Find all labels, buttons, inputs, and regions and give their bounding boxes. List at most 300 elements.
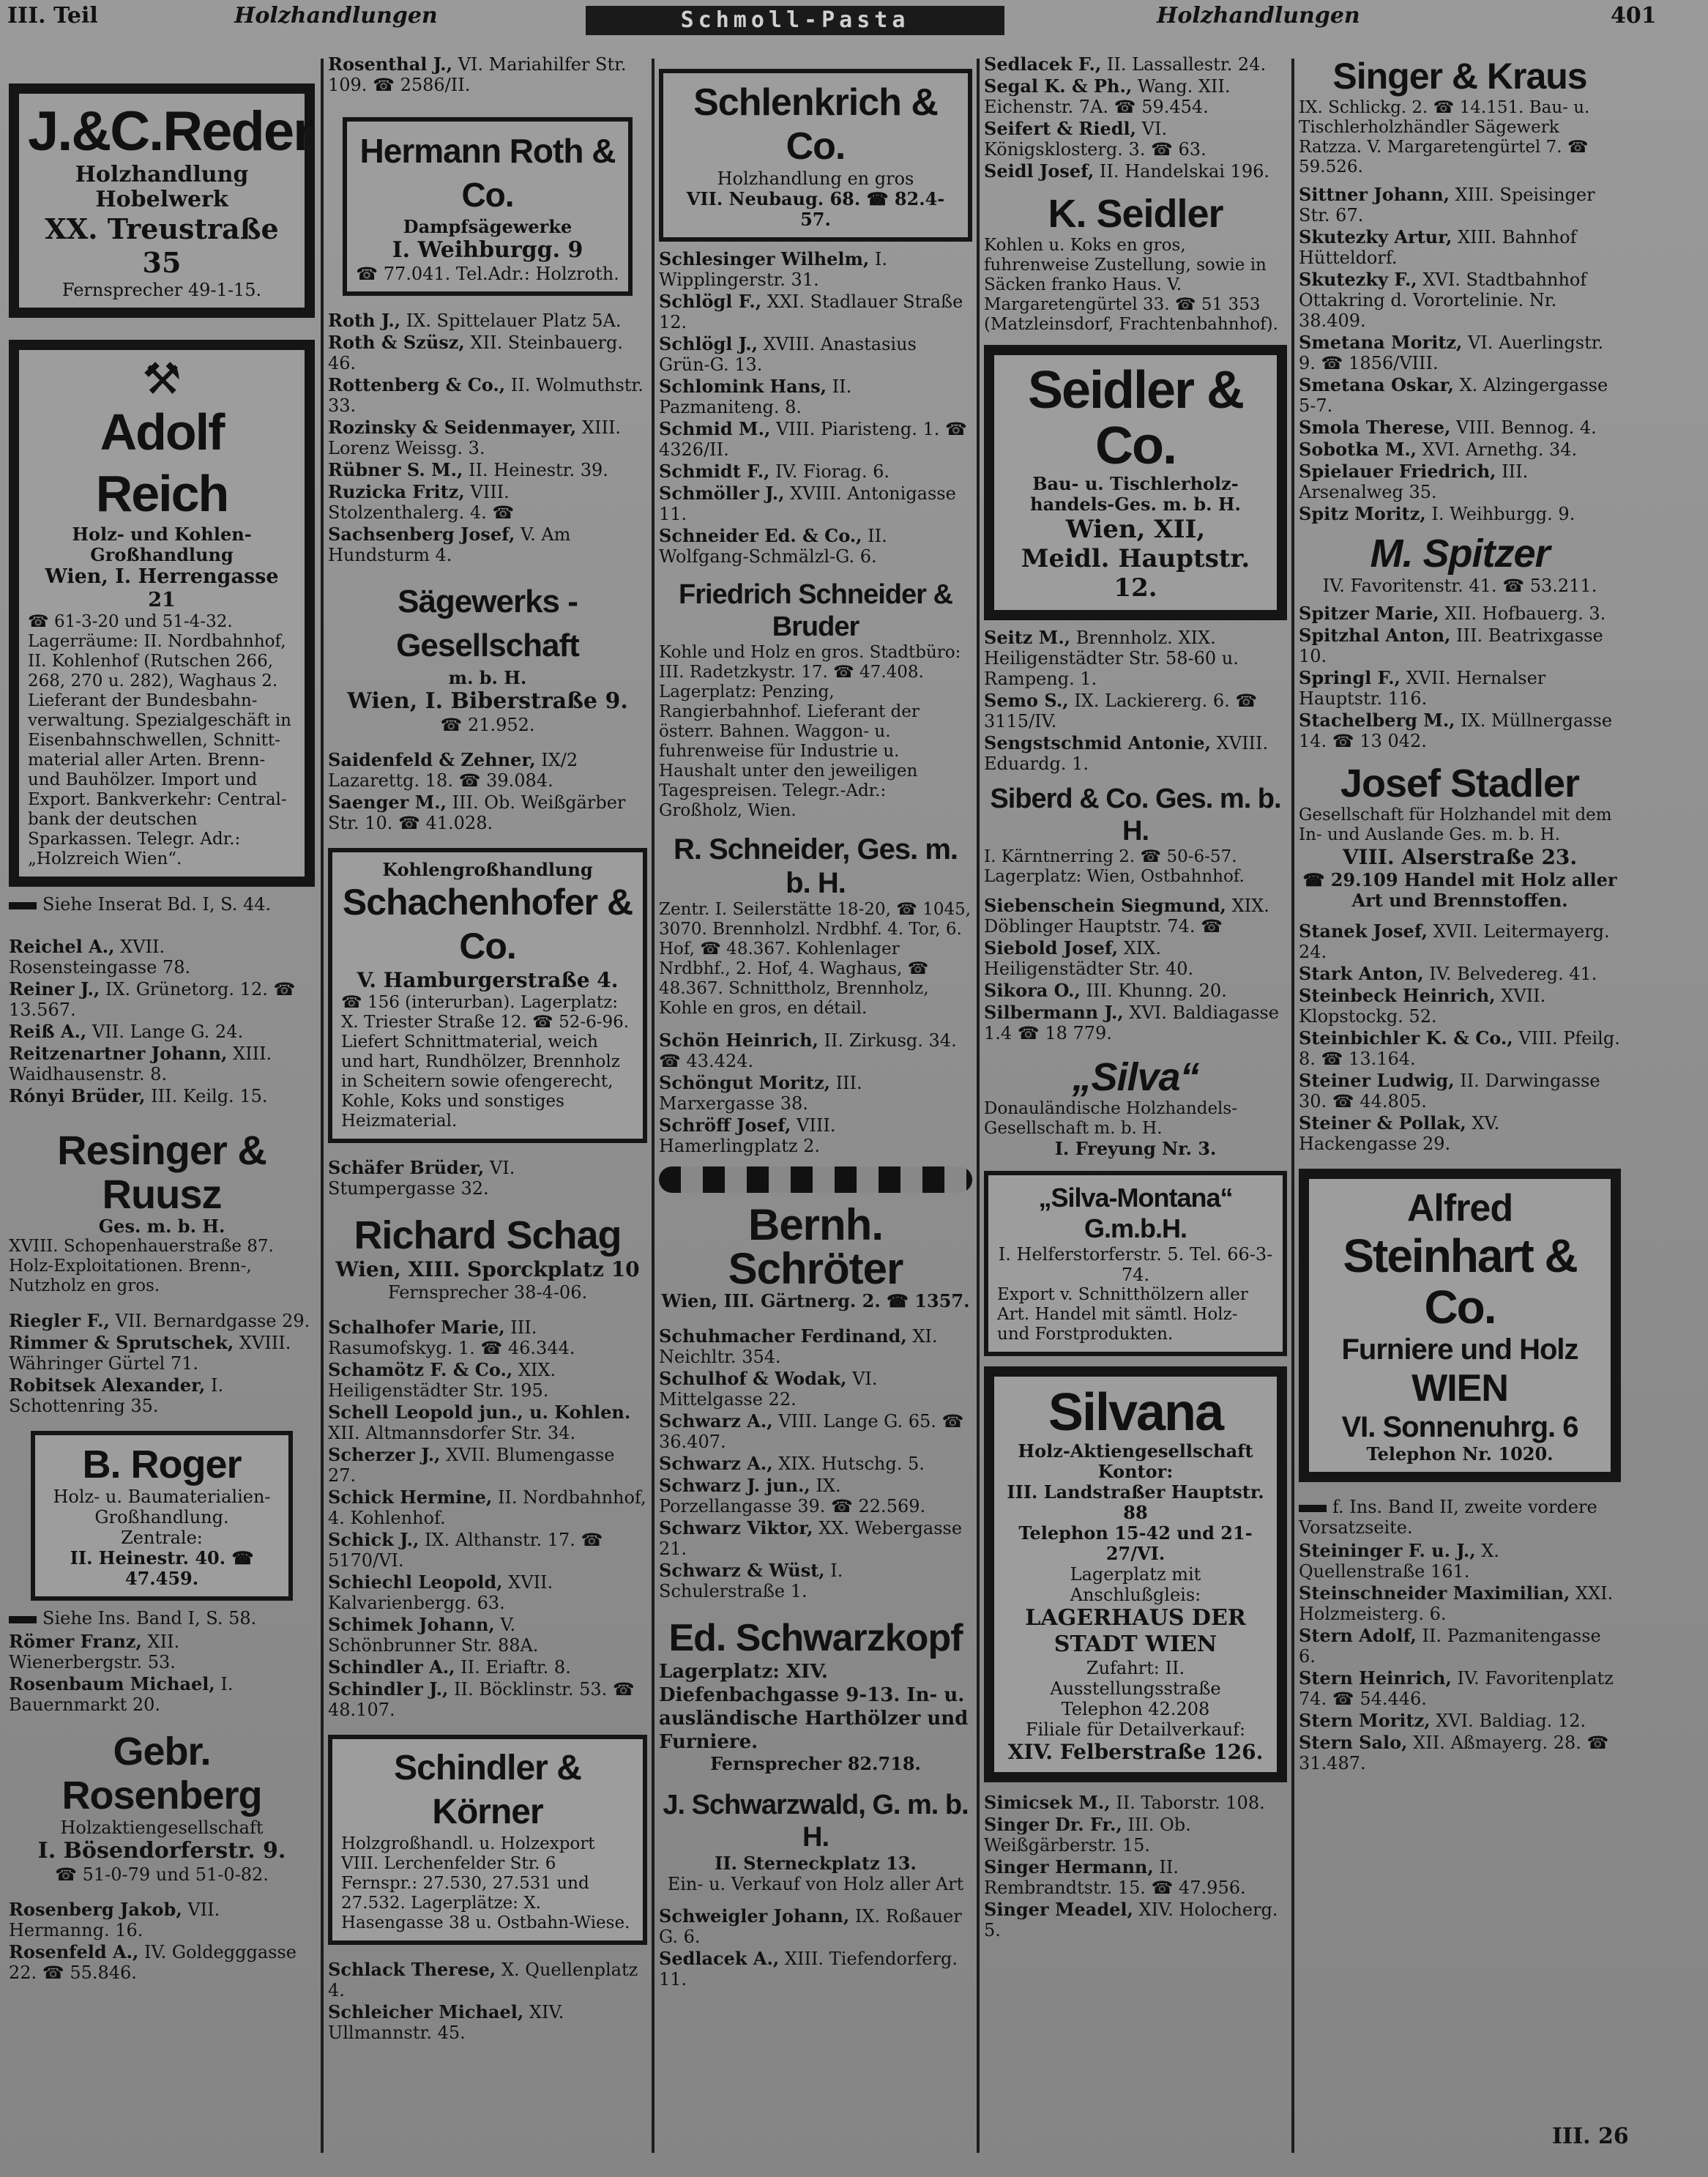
entry-address: I. Schulerstraße 1. bbox=[659, 1560, 843, 1601]
entry-name: Schlögl J., bbox=[659, 333, 758, 354]
entry-address: II. Wolmuthstr. 33. bbox=[328, 375, 644, 416]
column-4 bbox=[984, 54, 1287, 1942]
entry-list bbox=[984, 896, 1287, 1043]
directory-entry bbox=[9, 1899, 315, 1940]
entry-address: IX/2 Lazarettg. 18. ☎ 39.084. bbox=[328, 750, 578, 791]
directory-entry bbox=[659, 1030, 972, 1071]
directory-entry bbox=[1299, 1668, 1621, 1709]
directory-entry bbox=[659, 1411, 972, 1452]
ad-line: Hobelwerk bbox=[95, 187, 228, 212]
ad-text: Zentr. I. Seilerstätte 18-20, ☎ 1045, 3070. Brennholzl. Nrdbhf. 4. Tor, 6. Hof, ☎ 48.367. Kohlenlager Nrdbhf., 2. Hof, 4. Waghaus, ☎ 48.367. Schnittholz, Brennholz, Kohle en gros, en détail. bbox=[659, 900, 972, 1018]
ad-silvana bbox=[984, 1366, 1287, 1782]
entry-name: Schalhofer Marie, bbox=[328, 1317, 505, 1338]
ad-line: Holzhandlung en gros bbox=[717, 168, 914, 189]
ad-line: Holzaktiengesellschaft bbox=[60, 1817, 264, 1838]
directory-entry bbox=[984, 1857, 1287, 1898]
directory-entry bbox=[328, 2002, 647, 2043]
directory-entry bbox=[1299, 461, 1621, 502]
entry-list bbox=[9, 937, 315, 1106]
directory-entry bbox=[659, 249, 972, 290]
ad-line: Filiale für Detailverkauf: bbox=[1025, 1719, 1246, 1740]
entry-name: Rosenbaum Michael, bbox=[9, 1673, 215, 1694]
directory-entry bbox=[659, 419, 972, 460]
ad-text: XVIII. Schopenhauerstraße 87. Holz-Exploitationen. Brenn-, Nutzholz en gros. bbox=[9, 1237, 274, 1295]
entry-address: III. Marxergasse 38. bbox=[659, 1073, 862, 1114]
directory-entry bbox=[328, 1960, 647, 2001]
ad-line: Zentrale: bbox=[121, 1527, 203, 1548]
entry-address: XVI. Baldiag. 12. bbox=[1436, 1711, 1586, 1731]
entry-name: Spitzer Marie, bbox=[1299, 603, 1439, 624]
entry-address: IX. Lackiererg. 6. ☎ 3115/IV. bbox=[984, 691, 1258, 732]
entry-address: I. Weihburgg. 9. bbox=[1431, 504, 1575, 524]
directory-entry bbox=[659, 1115, 972, 1156]
entry-address: IV. Favoritenplatz 74. ☎ 54.446. bbox=[1299, 1668, 1614, 1709]
ad-title: Resinger & Ruusz bbox=[57, 1127, 266, 1217]
entry-address: XIII. Speisinger Str. 67. bbox=[1299, 185, 1595, 226]
entry-name: Steinschneider Maximilian, bbox=[1299, 1582, 1570, 1604]
entry-list bbox=[328, 1960, 647, 2043]
ad-title: Alfred bbox=[1406, 1187, 1513, 1229]
directory-entry bbox=[984, 733, 1287, 774]
directory-entry bbox=[1299, 332, 1621, 373]
ad-phone: Telephon 15-42 und 21-27/VI. bbox=[1018, 1522, 1253, 1564]
directory-entry bbox=[1299, 710, 1621, 751]
entry-name: Schell Leopold jun., u. Kohlen. bbox=[328, 1402, 631, 1423]
ad-city: WIEN bbox=[1411, 1367, 1508, 1410]
directory-entry bbox=[328, 310, 647, 331]
ad-address: XIV. Felberstraße 126. bbox=[1007, 1740, 1264, 1764]
entry-address: IX. Roßauer G. 6. bbox=[659, 1906, 962, 1947]
entry-name: Sedlacek A., bbox=[659, 1948, 780, 1969]
entry-address: I. Schottenring 35. bbox=[9, 1375, 224, 1416]
entry-name: Spitz Moritz, bbox=[1299, 503, 1426, 524]
directory-entry bbox=[328, 524, 647, 565]
entry-name: Rottenberg & Co., bbox=[328, 374, 506, 395]
ad-address: XX. Treustraße 35 bbox=[45, 212, 279, 279]
ad-line: handels-Ges. m. b. H. bbox=[1030, 494, 1241, 515]
entry-name: Schwarz A., bbox=[659, 1453, 773, 1474]
entry-name: Schlack Therese, bbox=[328, 1959, 496, 1980]
ad-address: II. Sterneckplatz 13. bbox=[715, 1853, 917, 1874]
entry-name: Sengstschmid Antonie, bbox=[984, 732, 1212, 753]
ad-stadler bbox=[1299, 762, 1621, 911]
entry-name: Springl F., bbox=[1299, 667, 1401, 688]
directory-entry bbox=[328, 482, 647, 523]
entry-address: XVIII. Währinger Gürtel 71. bbox=[9, 1333, 291, 1374]
entry-name: Schön Heinrich, bbox=[659, 1030, 818, 1051]
entry-list bbox=[328, 750, 647, 833]
entry-address: XIX. Heiligenstädter Str. 195. bbox=[328, 1360, 556, 1401]
entry-name: Saenger M., bbox=[328, 792, 447, 813]
ad-spitzer bbox=[1299, 532, 1621, 596]
ad-text: Kohlen u. Koks en gros, fuhrenweise Zustellung, sowie in Säcken franko Haus. V. Margaretengürtel 33. ☎ 51 353 (Matzleinsdorf, Frachtenbahnhof). bbox=[984, 236, 1278, 334]
entry-address: VIII. Lange G. 65. ☎ 36.407. bbox=[659, 1411, 964, 1452]
entry-name: Silbermann J., bbox=[984, 1002, 1124, 1023]
ad-line: Furniere und Holz bbox=[1341, 1333, 1578, 1366]
ad-title: Josef Stadler bbox=[1340, 762, 1580, 805]
ad-phone: ☎ 77.041. Tel.Adr.: Holzroth. bbox=[356, 264, 619, 284]
entry-address: XVII. Leitermayerg. 24. bbox=[1299, 921, 1610, 962]
entry-list bbox=[984, 1793, 1287, 1940]
ad-line: LAGERHAUS DER bbox=[1025, 1605, 1246, 1631]
entry-address: XVII. Kalvarienbergg. 63. bbox=[328, 1572, 553, 1613]
ad-title: J.&C.Reder bbox=[28, 100, 313, 163]
ad-line: Holz- u. Baumaterialien- bbox=[53, 1486, 271, 1507]
ad-address: Wien, XII, bbox=[1065, 515, 1206, 544]
cross-reference-text: Siehe Inserat Bd. I, S. 44. bbox=[42, 894, 272, 915]
ad-address: I. Bösendorferstr. 9. bbox=[37, 1838, 286, 1864]
ad-address: Wien, XIII. Sporckplatz 10 bbox=[335, 1257, 640, 1281]
entry-name: Schweigler Johann, bbox=[659, 1905, 850, 1927]
ad-kseidler bbox=[984, 192, 1287, 335]
entry-address: XVI. Stadtbahnhof Ottakring d. Vorortelinie. Nr. 38.409. bbox=[1299, 269, 1587, 331]
ad-line: Ein- u. Verkauf von Holz aller Art bbox=[667, 1874, 964, 1894]
ad-title: Schachenhofer & Co. bbox=[342, 882, 633, 967]
ad-address: VII. Neubaug. 68. ☎ 82.4-57. bbox=[686, 188, 945, 230]
ad-line: Lagerplatz mit Anschlußgleis: bbox=[1070, 1564, 1201, 1605]
directory-entry bbox=[659, 291, 972, 332]
entry-address: III. Ob. Weißgärber Str. 10. ☎ 41.028. bbox=[328, 792, 626, 833]
directory-entry bbox=[9, 1043, 315, 1084]
directory-entry bbox=[984, 1899, 1287, 1940]
pointing-hand-icon bbox=[1299, 1505, 1327, 1512]
entry-name: Semo S., bbox=[984, 690, 1069, 711]
ad-schroeter bbox=[659, 1200, 972, 1311]
entry-list bbox=[9, 1631, 315, 1715]
ad-title: Friedrich Schneider & Bruder bbox=[679, 579, 952, 642]
entry-address: XII. Aßmayerg. 28. ☎ 31.487. bbox=[1299, 1733, 1609, 1774]
entry-address: X. Quellenstraße 161. bbox=[1299, 1541, 1499, 1582]
entry-address: VIII. Piaristeng. 1. ☎ 4326/II. bbox=[659, 419, 967, 460]
entry-name: Schleicher Michael, bbox=[328, 2001, 524, 2022]
directory-entry bbox=[659, 1369, 972, 1410]
ad-title: J. Schwarzwald, G. m. b. H. bbox=[663, 1790, 969, 1853]
entry-name: Schamötz F. & Co., bbox=[328, 1359, 513, 1380]
directory-entry bbox=[1299, 269, 1621, 331]
entry-address: I. Bauernmarkt 20. bbox=[9, 1674, 234, 1715]
entry-name: Stern Heinrich, bbox=[1299, 1667, 1452, 1689]
ad-address: III. Landstraßer Hauptstr. 88 bbox=[1007, 1481, 1264, 1523]
entry-address: II. Handelskai 196. bbox=[1099, 161, 1269, 182]
ad-siberd bbox=[984, 783, 1287, 887]
entry-list bbox=[659, 1326, 972, 1601]
entry-name: Roth J., bbox=[328, 310, 401, 331]
entry-name: Rosenthal J., bbox=[328, 53, 452, 75]
directory-entry bbox=[984, 161, 1287, 182]
entry-address: XII. Hofbauerg. 3. bbox=[1444, 603, 1606, 624]
entry-name: Schäfer Brüder, bbox=[328, 1157, 485, 1178]
cross-reference bbox=[9, 894, 315, 915]
ad-title: Siberd & Co. Ges. m. b. H. bbox=[990, 784, 1281, 846]
entry-name: Sobotka M., bbox=[1299, 439, 1417, 460]
ad-title: K. Seidler bbox=[1048, 192, 1223, 236]
ad-title: Ed. Schwarzkopf bbox=[668, 1617, 963, 1659]
ad-address: V. Hamburgerstraße 4. bbox=[357, 968, 619, 992]
entry-name: Sachsenberg Josef, bbox=[328, 524, 515, 545]
entry-address: XVII. Blumengasse 27. bbox=[328, 1445, 615, 1486]
entry-name: Steininger F. u. J., bbox=[1299, 1540, 1476, 1561]
ad-title: „Silva“ bbox=[1072, 1055, 1199, 1099]
entry-name: Singer Hermann, bbox=[984, 1856, 1154, 1878]
entry-address: VI. Mariahilfer Str. 109. ☎ 2586/II. bbox=[328, 54, 627, 95]
entry-address: II. Rembrandtstr. 15. ☎ 47.956. bbox=[984, 1857, 1246, 1898]
entry-name: Reitzenartner Johann, bbox=[9, 1043, 228, 1064]
entry-name: Schwarz J. jun., bbox=[659, 1475, 810, 1496]
ad-line: Großhandlung. bbox=[94, 1507, 229, 1527]
directory-entry bbox=[328, 332, 647, 373]
page-number: 401 bbox=[1611, 3, 1657, 29]
ad-reder bbox=[9, 83, 315, 318]
entry-address: Brennholz. XIX. Heiligenstädter Str. 58-60 u. Rampeng. 1. bbox=[984, 628, 1239, 689]
entry-address: II. Eriaftr. 8. bbox=[460, 1657, 571, 1678]
entry-list bbox=[1299, 185, 1621, 524]
ad-roger bbox=[31, 1431, 293, 1601]
directory-entry bbox=[328, 1530, 647, 1571]
ad-phone: Fernsprecher 82.718. bbox=[710, 1753, 921, 1774]
entry-address: II. Heinestr. 39. bbox=[469, 460, 608, 480]
directory-entry bbox=[984, 54, 1287, 75]
ad-address: VI. Sonnenuhrg. 6 bbox=[1341, 1411, 1578, 1443]
entry-address: II. Pazmaniteng. 8. bbox=[659, 376, 852, 417]
directory-entry bbox=[984, 1815, 1287, 1856]
directory-entry bbox=[659, 334, 972, 375]
ad-rschneider bbox=[659, 833, 972, 1019]
directory-entry bbox=[1299, 964, 1621, 984]
entry-address: III. Ob. Weißgärberstr. 15. bbox=[984, 1815, 1191, 1856]
pointing-hand-icon bbox=[9, 1616, 37, 1623]
entry-name: Skutezky Artur, bbox=[1299, 226, 1452, 248]
entry-address: Wang. XII. Eichenstr. 7A. ☎ 59.454. bbox=[984, 76, 1231, 117]
directory-entry bbox=[1299, 1733, 1621, 1774]
entry-name: Schindler J., bbox=[328, 1678, 449, 1700]
entry-name: Schlögl F., bbox=[659, 291, 762, 312]
directory-entry bbox=[328, 1615, 647, 1656]
directory-entry bbox=[328, 1572, 647, 1613]
ad-schachenhofer bbox=[328, 848, 647, 1143]
entry-address: II. Pazmanitengasse 6. bbox=[1299, 1626, 1601, 1667]
ad-title: Richard Schag bbox=[354, 1213, 622, 1257]
entry-name: Rosenfeld A., bbox=[9, 1941, 139, 1962]
entry-address: IX. Spittelauer Platz 5A. bbox=[406, 310, 622, 331]
entry-address: VIII. Pfeilg. 8. ☎ 13.164. bbox=[1299, 1028, 1620, 1069]
column-1 bbox=[9, 54, 315, 1984]
column-rule bbox=[977, 59, 980, 2153]
directory-entry bbox=[1299, 625, 1621, 666]
column-rule bbox=[321, 59, 324, 2153]
entry-name: Steinbeck Heinrich, bbox=[1299, 985, 1496, 1006]
cross-reference-text: Siehe Ins. Band I, S. 58. bbox=[42, 1608, 257, 1629]
ad-address: I. Freyung Nr. 3. bbox=[1054, 1138, 1217, 1159]
entry-address: II. Zirkusg. 34. ☎ 43.424. bbox=[659, 1030, 957, 1071]
ad-line: STADT WIEN bbox=[1053, 1631, 1217, 1657]
entry-name: Singer Dr. Fr., bbox=[984, 1814, 1122, 1835]
entry-address: II. Wolfgang-Schmälzl-G. 6. bbox=[659, 526, 887, 567]
entry-list bbox=[328, 310, 647, 565]
ad-schwarzwald bbox=[659, 1789, 972, 1894]
entry-name: Seidl Josef, bbox=[984, 160, 1094, 182]
entry-list bbox=[984, 628, 1287, 774]
entry-address: VII. Hermanng. 16. bbox=[9, 1899, 220, 1940]
entry-name: Schick J., bbox=[328, 1529, 419, 1550]
entry-list bbox=[9, 1899, 315, 1983]
directory-entry bbox=[1299, 504, 1621, 524]
entry-address: VII. Bernardgasse 29. bbox=[115, 1311, 310, 1331]
ad-line: Holz- und Kohlen- bbox=[72, 524, 252, 545]
directory-entry bbox=[328, 417, 647, 458]
entry-address: VIII. Hamerlingplatz 2. bbox=[659, 1115, 836, 1156]
directory-entry bbox=[984, 938, 1287, 979]
directory-entry bbox=[1299, 417, 1621, 438]
entry-name: Ruzicka Fritz, bbox=[328, 481, 465, 502]
entry-address: XIII. Tiefendorferg. 11. bbox=[659, 1949, 958, 1990]
decorative-wave bbox=[659, 1166, 972, 1193]
entry-address: VI. Königsklosterg. 3. ☎ 63. bbox=[984, 119, 1207, 160]
entry-address: XIV. Ullmannstr. 45. bbox=[328, 2002, 564, 2043]
entry-name: Steiner & Pollak, bbox=[1299, 1112, 1466, 1134]
ad-text: I. Kärntnerring 2. ☎ 50-6-57. Lagerplatz: Wien, Ostbahnhof. bbox=[984, 847, 1245, 886]
entry-address: III. Beatrixgasse 10. bbox=[1299, 625, 1603, 666]
entry-address: VI. Auerlingstr. 9. ☎ 1856/VIII. bbox=[1299, 332, 1604, 373]
entry-name: Reichel A., bbox=[9, 936, 115, 957]
entry-name: Seifert & Riedl, bbox=[984, 118, 1137, 139]
ad-title: Hermann Roth & Co. bbox=[359, 132, 616, 214]
directory-entry bbox=[984, 76, 1287, 117]
entry-list bbox=[9, 1311, 315, 1416]
directory-entry bbox=[1299, 1626, 1621, 1667]
ad-address: Wien, I. Herrengasse 21 bbox=[45, 565, 279, 611]
entry-name: Singer Meadel, bbox=[984, 1899, 1133, 1920]
entry-address: VII. Lange G. 24. bbox=[92, 1021, 244, 1042]
ad-saegewerk bbox=[328, 580, 647, 735]
ad-address: IV. Favoritenstr. 41. ☎ 53.211. bbox=[1322, 576, 1597, 596]
entry-name: Schwarz & Wüst, bbox=[659, 1560, 825, 1581]
directory-entry bbox=[984, 1793, 1287, 1813]
entry-name: Steiner Ludwig, bbox=[1299, 1070, 1455, 1091]
directory-entry bbox=[659, 376, 972, 417]
entry-name: Spielauer Friedrich, bbox=[1299, 461, 1496, 482]
entry-address: XVIII. Eduardg. 1. bbox=[984, 733, 1269, 774]
entry-address: XXI. Stadlauer Straße 12. bbox=[659, 291, 963, 332]
cross-reference bbox=[1299, 1497, 1621, 1538]
ad-line: m. b. H. bbox=[448, 667, 527, 688]
cross-reference-text: f. Ins. Band II, zweite vordere Vorsatzseite. bbox=[1299, 1497, 1597, 1538]
entry-name: Schlomink Hans, bbox=[659, 376, 827, 397]
cross-reference bbox=[9, 1608, 315, 1629]
entry-name: Schiechl Leopold, bbox=[328, 1571, 503, 1593]
entry-list bbox=[328, 1158, 647, 1199]
entry-address: XXI. Holzmeisterg. 6. bbox=[1299, 1583, 1614, 1624]
directory-entry bbox=[659, 1073, 972, 1114]
ad-line: Kohlengroßhandlung bbox=[382, 859, 593, 880]
ad-title: Adolf Reich bbox=[95, 403, 228, 522]
entry-name: Siebenschein Siegmund, bbox=[984, 895, 1226, 916]
entry-address: XVI. Baldiagasse 1.4 ☎ 18 779. bbox=[984, 1002, 1279, 1043]
entry-name: Siebold Josef, bbox=[984, 937, 1119, 959]
directory-entry bbox=[1299, 1583, 1621, 1624]
entry-address: IX. Müllnergasse 14. ☎ 13 042. bbox=[1299, 710, 1613, 751]
entry-name: Schröff Josef, bbox=[659, 1114, 791, 1136]
ad-address: VIII. Alserstraße 23. bbox=[1342, 845, 1578, 869]
entry-name: Stern Salo, bbox=[1299, 1732, 1408, 1753]
entry-address: XIII. Bahnhof Hütteldorf. bbox=[1299, 227, 1577, 268]
ad-text: Kohle und Holz en gros. Stadtbüro: III. Radetzkystr. 17. ☎ 47.408. Lagerplatz: Penzing, Rangierbahnhof. Lieferant der österr. Bahnen. Waggon- u. fuhrenweise für Industrie u. Haushalt unter den jeweiligen Tagespreisen. Telegr.-Adr.: Großholz, Wien. bbox=[659, 643, 961, 820]
entry-address: III. Khunng. 20. bbox=[1086, 980, 1227, 1001]
entry-address: XVI. Arnethg. 34. bbox=[1422, 439, 1578, 460]
ad-text: Lagerplatz: XIV. Diefenbachgasse 9-13. In- u. ausländische Harthölzer und Furniere. bbox=[659, 1661, 969, 1753]
entry-name: Rozinsky & Seidenmayer, bbox=[328, 417, 577, 438]
ad-address: II. Heinestr. 40. ☎ 47.459. bbox=[70, 1547, 254, 1589]
directory-entry bbox=[328, 1360, 647, 1401]
entry-address: IX. Althanstr. 17. ☎ 5170/VI. bbox=[328, 1530, 603, 1571]
page-heading-right: Holzhandlungen bbox=[1157, 3, 1360, 29]
directory-entry bbox=[659, 1326, 972, 1367]
ad-title: B. Roger bbox=[82, 1443, 242, 1486]
page-heading-left: Holzhandlungen bbox=[234, 3, 438, 29]
ad-rosenberg bbox=[9, 1730, 315, 1885]
directory-entry bbox=[328, 1679, 647, 1720]
ad-title: Schlenkrich & Co. bbox=[693, 81, 938, 168]
directory-entry bbox=[1299, 668, 1621, 709]
directory-entry bbox=[1299, 1071, 1621, 1112]
column-3 bbox=[659, 54, 972, 1991]
directory-entry bbox=[1299, 1028, 1621, 1069]
entry-name: Schwarz Viktor, bbox=[659, 1517, 813, 1538]
ad-line: Ges. m. b. H. bbox=[98, 1216, 225, 1237]
directory-entry bbox=[328, 750, 647, 791]
entry-address: XVII. Rosensteingasse 78. bbox=[9, 937, 191, 978]
ad-silva bbox=[984, 1055, 1287, 1159]
ad-text: ☎ 29.109 Handel mit Holz aller Art und Brennstoffen. bbox=[1302, 869, 1617, 911]
ad-line: Holzhandlung bbox=[75, 162, 249, 187]
entry-address: X. Quellenplatz 4. bbox=[328, 1960, 638, 2001]
ad-title: Bernh. Schröter bbox=[728, 1200, 903, 1293]
ad-address: Wien, I. Biberstraße 9. bbox=[347, 688, 628, 714]
directory-entry bbox=[659, 1906, 972, 1947]
entry-address: IV. Belvedereg. 41. bbox=[1429, 964, 1597, 984]
entry-name: Stanek Josef, bbox=[1299, 920, 1428, 942]
directory-entry bbox=[328, 1317, 647, 1358]
entry-address: I. Wipplingerstr. 31. bbox=[659, 249, 888, 290]
entry-name: Rónyi Brüder, bbox=[9, 1085, 146, 1106]
entry-address: X. Alzingergasse 5-7. bbox=[1299, 375, 1608, 416]
entry-name: Rimmer & Sprutschek, bbox=[9, 1332, 234, 1353]
entry-address: XVII. Hernalser Hauptstr. 116. bbox=[1299, 668, 1546, 709]
hammers-icon: ⚒ bbox=[142, 354, 182, 405]
directory-entry bbox=[659, 461, 972, 482]
directory-entry bbox=[328, 375, 647, 416]
ad-address: I. Weihburgg. 9 bbox=[392, 237, 583, 263]
ad-line: Kontor: bbox=[1097, 1461, 1174, 1482]
ad-line: Bau- u. Tischlerholz- bbox=[1032, 473, 1239, 494]
ad-text: Donauländische Holzhandels-Gesellschaft m. b. H. bbox=[984, 1099, 1237, 1138]
ad-title: „Silva-Montana“ G.m.b.H. bbox=[1038, 1183, 1233, 1243]
directory-entry bbox=[9, 1021, 315, 1042]
entry-name: Skutezky F., bbox=[1299, 269, 1417, 290]
entry-name: Schulhof & Wodak, bbox=[659, 1368, 847, 1389]
entry-list bbox=[328, 54, 647, 95]
entry-address: XVIII. Antonigasse 11. bbox=[659, 483, 956, 524]
entry-name: Smola Therese, bbox=[1299, 417, 1451, 438]
directory-entry bbox=[9, 1311, 315, 1331]
directory-entry bbox=[984, 628, 1287, 689]
pointing-hand-icon bbox=[9, 902, 37, 909]
entry-name: Sedlacek F., bbox=[984, 53, 1102, 75]
directory-entry bbox=[328, 1402, 647, 1443]
entry-address: XII. Wienerbergstr. 53. bbox=[9, 1631, 180, 1672]
ad-phone: Fernsprecher 49-1-15. bbox=[61, 280, 262, 300]
entry-address: V. Schönbrunner Str. 88A. bbox=[328, 1615, 539, 1656]
directory-entry bbox=[9, 1631, 315, 1672]
